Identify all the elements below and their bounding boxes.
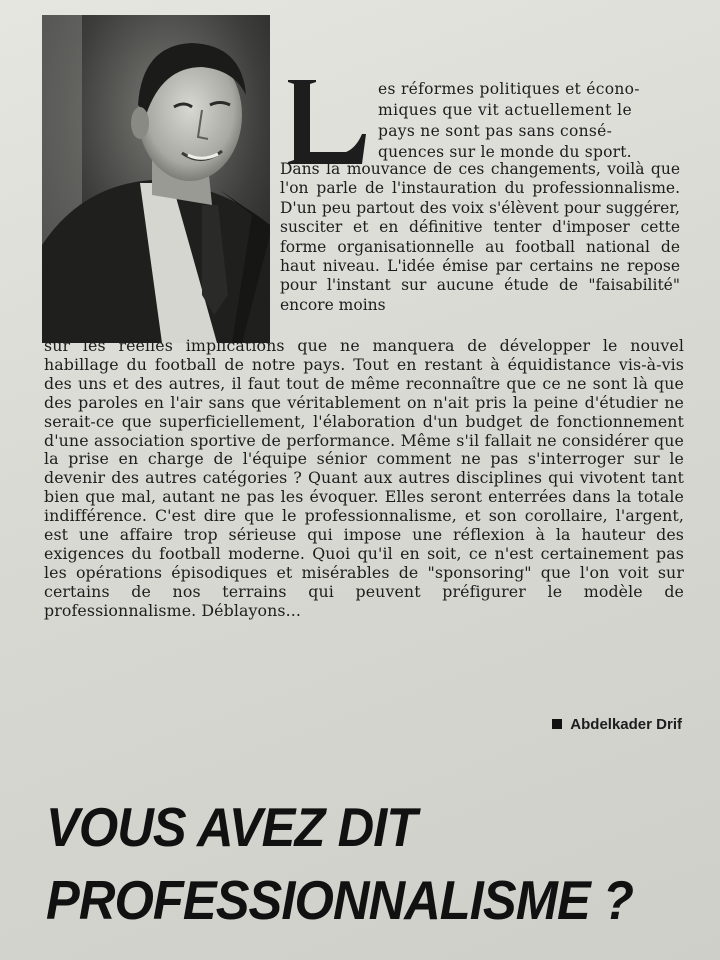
intro-line-2: miques que vit actuellement le — [378, 101, 633, 119]
byline-square-icon — [552, 719, 562, 729]
intro-line-4: quences sur le monde du sport. — [378, 143, 632, 161]
headline-line-2: PROFESSIONNALISME ? — [46, 869, 633, 931]
author-portrait-photo — [42, 15, 270, 343]
intro-line-1: es réformes politiques et écono- — [378, 80, 640, 98]
headline-line-1: VOUS AVEZ DIT — [46, 796, 417, 858]
author-name: Abdelkader Drif — [570, 716, 682, 733]
dropcap-l — [282, 78, 372, 168]
intro-line-3: pays ne sont pas sans consé- — [378, 122, 613, 140]
article-wrap-paragraph: Dans la mouvance de ces changements, voilà que l'on parle de l'instauration du professionnalisme. D'un peu partout des voix s'élèvent pour suggérer, susciter et en définitive tenter d'imposer cette forme organisationnelle au football national de haut niveau. L'idée émise par certains ne repose pour l'instant sur aucune étude de "faisabilité" encore moins — [280, 160, 680, 314]
article-body-paragraph: sur les réelles implications que ne manquera de développer le nouvel habillage du football de notre pays. Tout en restant à équidistance vis-à-vis des uns et des autres, il faut tout de même reconnaître que ce ne sont là que des paroles en l'air sans que véritablement on n'ait pris la peine d'étudier ne serait-ce que superficiellement, l'élaboration d'un budget de fonctionnement d'une association sportive de performance. Même s'il fallait ne considérer que la prise en charge de l'équipe sénior comment ne pas s'interroger sur le devenir des autres catégories ? Quant aux autres disciplines qui vivotent tant bien que mal, autant ne pas les évoquer. Elles seront enterrées dans la totale indifférence. C'est dire que le professionnalisme, et son corollaire, l'argent, est une affaire trop sérieuse qui impose une réflexion à la hauteur des exigences du football moderne. Quoi qu'il en soit, ce n'est certainement pas les opérations épisodiques et misérables de "sponsoring" que l'on voit sur certains de nos terrains qui peuvent préfigurer le modèle de professionnalisme. Déblayons... — [44, 336, 684, 620]
portrait-illustration — [42, 15, 270, 343]
author-byline — [552, 716, 682, 733]
